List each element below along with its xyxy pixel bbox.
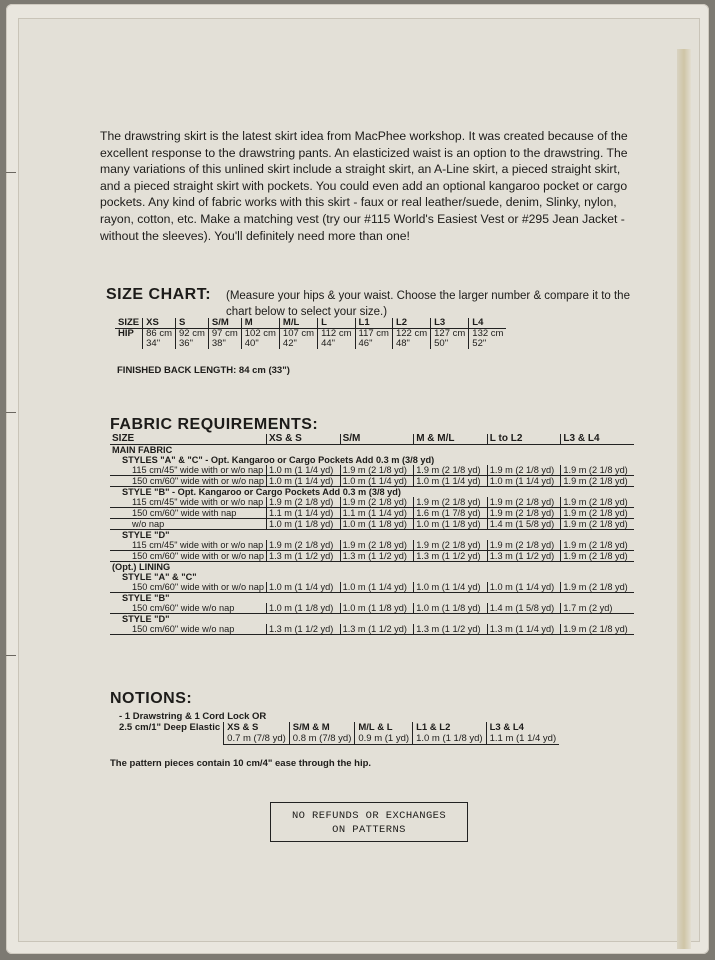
hip-cm-cell: 122 cm: [392, 329, 430, 340]
blank-cell: [116, 733, 224, 745]
fabric-head-cell: M & M/L: [414, 434, 488, 445]
fabric-value-cell: 1.0 m (1 1/4 yd): [414, 582, 488, 593]
fabric-value-cell: 1.3 m (1 1/2 yd): [266, 624, 340, 635]
fabric-value-cell: 1.0 m (1 1/8 yd): [340, 519, 414, 530]
hip-cm-cell: 86 cm: [143, 329, 176, 340]
fabric-value-cell: 1.3 m (1 1/2 yd): [414, 624, 488, 635]
fabric-row-label: 150 cm/60" wide with or w/o nap: [110, 551, 266, 562]
hip-inch-cell: 40": [241, 339, 279, 349]
notions-line1: - 1 Drawstring & 1 Cord Lock OR: [119, 711, 267, 722]
notions-line2: 2.5 cm/1" Deep Elastic: [119, 722, 221, 733]
notions-value-cell: 1.1 m (1 1/4 yd): [486, 733, 559, 745]
fabric-value-cell: 1.1 m (1 1/4 yd): [266, 508, 340, 519]
fabric-value-cell: 1.9 m (2 1/8 yd): [561, 519, 634, 530]
fabric-value-cell: 1.3 m (1 1/2 yd): [487, 551, 561, 562]
fabric-value-cell: 1.0 m (1 1/8 yd): [414, 603, 488, 614]
size-hip-inch-row: [115, 339, 506, 349]
fabric-row: [110, 572, 634, 582]
fabric-value-cell: 1.3 m (1 1/2 yd): [414, 551, 488, 562]
notions-value-cell: 0.7 m (7/8 yd): [224, 733, 290, 745]
hip-inch-cell: 46": [355, 339, 392, 349]
fabric-value-cell: 1.9 m (2 1/8 yd): [340, 497, 414, 508]
fabric-row-label: 115 cm/45" wide with or w/o nap: [110, 465, 266, 476]
fabric-value-cell: 1.0 m (1 1/8 yd): [266, 519, 340, 530]
fabric-section-label: STYLE "D": [122, 530, 170, 540]
hip-inch-cell: 34": [143, 339, 176, 349]
fabric-section-label: STYLE "A" & "C": [122, 572, 197, 582]
intro-text: The drawstring skirt is the latest skirt idea from MacPhee workshop. It was created because of the excellent response to the drawstring pants. An elasticized waist is an option to the drawstring. The many variations of this unlined skirt include a straight skirt, an A-Line skirt, a pieced straight skirt, and a pieced straight skirt with pockets. You could even add an optional kangaroo pocket or cargo pockets. Any kind of fabric works with this skirt - faux or real leather/suede, denim, Slinky, nylon, rayon, cotton, etc. Make a matching vest (try our #115 World's Easiest Vest or #295 Jean Jacket - without the sleeves). You'll definitely need more than one!: [100, 129, 628, 243]
hip-inch-cell: 44": [318, 339, 355, 349]
fabric-value-cell: 1.7 m (2 yd): [561, 603, 634, 614]
size-head-cell: XS: [143, 318, 176, 329]
fabric-value-cell: 1.9 m (2 1/8 yd): [487, 465, 561, 476]
fabric-value-cell: 1.3 m (1 1/2 yd): [340, 551, 414, 562]
margin-tick: [6, 412, 16, 413]
fabric-value-cell: 1.9 m (2 1/8 yd): [414, 540, 488, 551]
size-table: [115, 318, 506, 349]
fabric-row: [110, 465, 634, 476]
hip-cm-cell: 97 cm: [208, 329, 241, 340]
fabric-head-cell: XS & S: [266, 434, 340, 445]
fabric-row-label: 150 cm/60" wide with or w/o nap: [110, 582, 266, 593]
fabric-value-cell: 1.4 m (1 5/8 yd): [487, 603, 561, 614]
fabric-value-cell: 1.9 m (2 1/8 yd): [340, 540, 414, 551]
fabric-value-cell: 1.9 m (2 1/8 yd): [340, 465, 414, 476]
fabric-row-label: 150 cm/60" wide with nap: [110, 508, 266, 519]
size-head-cell: L1: [355, 318, 392, 329]
hip-inch-cell: 50": [431, 339, 469, 349]
notions-value-cell: 0.8 m (7/8 yd): [289, 733, 355, 745]
fabric-value-cell: 1.6 m (1 7/8 yd): [414, 508, 488, 519]
hip-inch-cell: 52": [469, 339, 507, 349]
no-refunds-line2: ON PATTERNS: [332, 824, 406, 836]
notions-title: NOTIONS:: [110, 690, 193, 707]
fabric-title: FABRIC REQUIREMENTS:: [110, 416, 319, 433]
size-head-cell: M: [241, 318, 279, 329]
fabric-value-cell: 1.9 m (2 1/8 yd): [266, 497, 340, 508]
fabric-value-cell: 1.0 m (1 1/8 yd): [414, 519, 488, 530]
fabric-value-cell: 1.0 m (1 1/4 yd): [266, 465, 340, 476]
hip-cm-cell: 112 cm: [318, 329, 355, 340]
notions-header-row: [116, 722, 559, 733]
notions-value-cell: 0.9 m (1 yd): [355, 733, 413, 745]
notions-value-cell: 1.0 m (1 1/8 yd): [413, 733, 487, 745]
fabric-value-cell: 1.9 m (2 1/8 yd): [487, 540, 561, 551]
fabric-value-cell: 1.0 m (1 1/4 yd): [414, 476, 488, 487]
fabric-value-cell: 1.0 m (1 1/4 yd): [340, 476, 414, 487]
fabric-row: [110, 540, 634, 551]
notions-head-cell: L1 & L2: [413, 722, 487, 733]
fabric-section-label: STYLE "B" - Opt. Kangaroo or Cargo Pockets Add 0.3 m (3/8 yd): [122, 487, 401, 497]
hip-cm-cell: 92 cm: [176, 329, 209, 340]
fabric-row: [110, 476, 634, 487]
hip-cm-cell: 117 cm: [355, 329, 392, 340]
size-head-cell: L3: [431, 318, 469, 329]
hip-cm-cell: 107 cm: [279, 329, 317, 340]
fabric-row-label: 150 cm/60" wide with or w/o nap: [110, 476, 266, 487]
fabric-value-cell: 1.9 m (2 1/8 yd): [561, 582, 634, 593]
fabric-section-label: STYLE "B": [122, 593, 170, 603]
fabric-value-cell: 1.0 m (1 1/8 yd): [340, 603, 414, 614]
hip-inch-cell: 42": [279, 339, 317, 349]
fabric-section-label: (Opt.) LINING: [112, 562, 171, 572]
fabric-row: [110, 614, 634, 625]
fabric-value-cell: 1.0 m (1 1/4 yd): [266, 582, 340, 593]
hip-label: HIP: [118, 328, 134, 339]
fabric-row: [110, 508, 634, 519]
hip-cm-cell: 102 cm: [241, 329, 279, 340]
size-head-cell: L4: [469, 318, 507, 329]
fabric-head-cell: L3 & L4: [561, 434, 634, 445]
fabric-row: [110, 445, 634, 456]
notions-head-cell: S/M & M: [289, 722, 355, 733]
hip-inch-cell: 48": [392, 339, 430, 349]
fabric-value-cell: 1.9 m (2 1/8 yd): [561, 540, 634, 551]
fabric-head-cell: L to L2: [487, 434, 561, 445]
fabric-row-label: 115 cm/45" wide with or w/o nap: [110, 497, 266, 508]
fabric-value-cell: 1.9 m (2 1/8 yd): [487, 497, 561, 508]
fabric-value-cell: 1.3 m (1 1/4 yd): [487, 624, 561, 635]
blank-cell: [115, 339, 143, 349]
fabric-value-cell: 1.9 m (2 1/8 yd): [487, 508, 561, 519]
fabric-table: [110, 434, 634, 635]
fabric-row: [110, 530, 634, 541]
margin-tick: [6, 172, 16, 173]
fabric-value-cell: 1.0 m (1 1/4 yd): [487, 582, 561, 593]
notions-head-cell: L3 & L4: [486, 722, 559, 733]
margin-tick: [6, 655, 16, 656]
fabric-header-row: [110, 434, 634, 445]
fabric-value-cell: 1.0 m (1 1/4 yd): [266, 476, 340, 487]
size-head-cell: L: [318, 318, 355, 329]
no-refunds-box: [270, 802, 468, 842]
fabric-section-label: STYLES "A" & "C" - Opt. Kangaroo or Cargo Pockets Add 0.3 m (3/8 yd): [122, 455, 435, 465]
notions-head-cell: XS & S: [224, 722, 290, 733]
notions-value-row: [116, 733, 559, 745]
size-head-cell: L2: [392, 318, 430, 329]
fabric-value-cell: 1.9 m (2 1/8 yd): [561, 508, 634, 519]
fabric-row: [110, 624, 634, 635]
hip-cm-cell: 127 cm: [431, 329, 469, 340]
fabric-value-cell: 1.3 m (1 1/2 yd): [340, 624, 414, 635]
fabric-row: [110, 519, 634, 530]
fabric-value-cell: 1.9 m (2 1/8 yd): [561, 465, 634, 476]
fabric-value-cell: 1.3 m (1 1/2 yd): [266, 551, 340, 562]
size-head-cell: M/L: [279, 318, 317, 329]
size-chart-title: SIZE CHART:: [106, 286, 212, 303]
fabric-value-cell: 1.4 m (1 5/8 yd): [487, 519, 561, 530]
fabric-row: [110, 603, 634, 614]
size-chart-note: (Measure your hips & your waist. Choose the larger number & compare it to the chart below to select your size.): [226, 290, 630, 318]
fabric-row: [110, 497, 634, 508]
notions-table: [116, 711, 559, 745]
fabric-row: [110, 582, 634, 593]
fabric-value-cell: 1.0 m (1 1/4 yd): [487, 476, 561, 487]
size-head-cell: S: [176, 318, 209, 329]
fabric-value-cell: 1.9 m (2 1/8 yd): [414, 497, 488, 508]
fabric-row-label: 150 cm/60" wide w/o nap: [110, 624, 266, 635]
size-head-cell: SIZE: [115, 318, 143, 329]
fabric-value-cell: 1.9 m (2 1/8 yd): [561, 497, 634, 508]
fabric-row-label: 115 cm/45" wide with or w/o nap: [110, 540, 266, 551]
finished-length: FINISHED BACK LENGTH: 84 cm (33"): [117, 365, 290, 376]
hip-inch-cell: 38": [208, 339, 241, 349]
fabric-head-cell: S/M: [340, 434, 414, 445]
fabric-value-cell: 1.9 m (2 1/8 yd): [266, 540, 340, 551]
fabric-row: [110, 487, 634, 498]
notions-head-cell: M/L & L: [355, 722, 413, 733]
fabric-value-cell: 1.9 m (2 1/8 yd): [561, 551, 634, 562]
fabric-row: [110, 551, 634, 562]
size-header-row: [115, 318, 506, 329]
fabric-row: [110, 455, 634, 465]
fabric-value-cell: 1.0 m (1 1/4 yd): [340, 582, 414, 593]
fabric-section-label: MAIN FABRIC: [112, 445, 173, 455]
fabric-head-cell: SIZE: [110, 434, 266, 445]
fabric-value-cell: 1.9 m (2 1/8 yd): [561, 624, 634, 635]
fabric-value-cell: 1.9 m (2 1/8 yd): [414, 465, 488, 476]
no-refunds-line1: NO REFUNDS OR EXCHANGES: [291, 810, 447, 822]
fabric-section-label: STYLE "D": [122, 614, 170, 624]
fabric-value-cell: 1.0 m (1 1/8 yd): [266, 603, 340, 614]
fabric-row-label: 150 cm/60" wide w/o nap: [110, 603, 266, 614]
size-head-cell: S/M: [208, 318, 241, 329]
intro-paragraph: [100, 128, 630, 244]
fabric-value-cell: 1.1 m (1 1/4 yd): [340, 508, 414, 519]
side-stripe: [677, 49, 691, 949]
fabric-value-cell: 1.9 m (2 1/8 yd): [561, 476, 634, 487]
hip-inch-cell: 36": [176, 339, 209, 349]
fabric-row-label: w/o nap: [110, 519, 266, 530]
hip-cm-cell: 132 cm: [469, 329, 507, 340]
fabric-row: [110, 593, 634, 604]
ease-note: The pattern pieces contain 10 cm/4" ease through the hip.: [110, 758, 372, 769]
fabric-row: [110, 562, 634, 573]
